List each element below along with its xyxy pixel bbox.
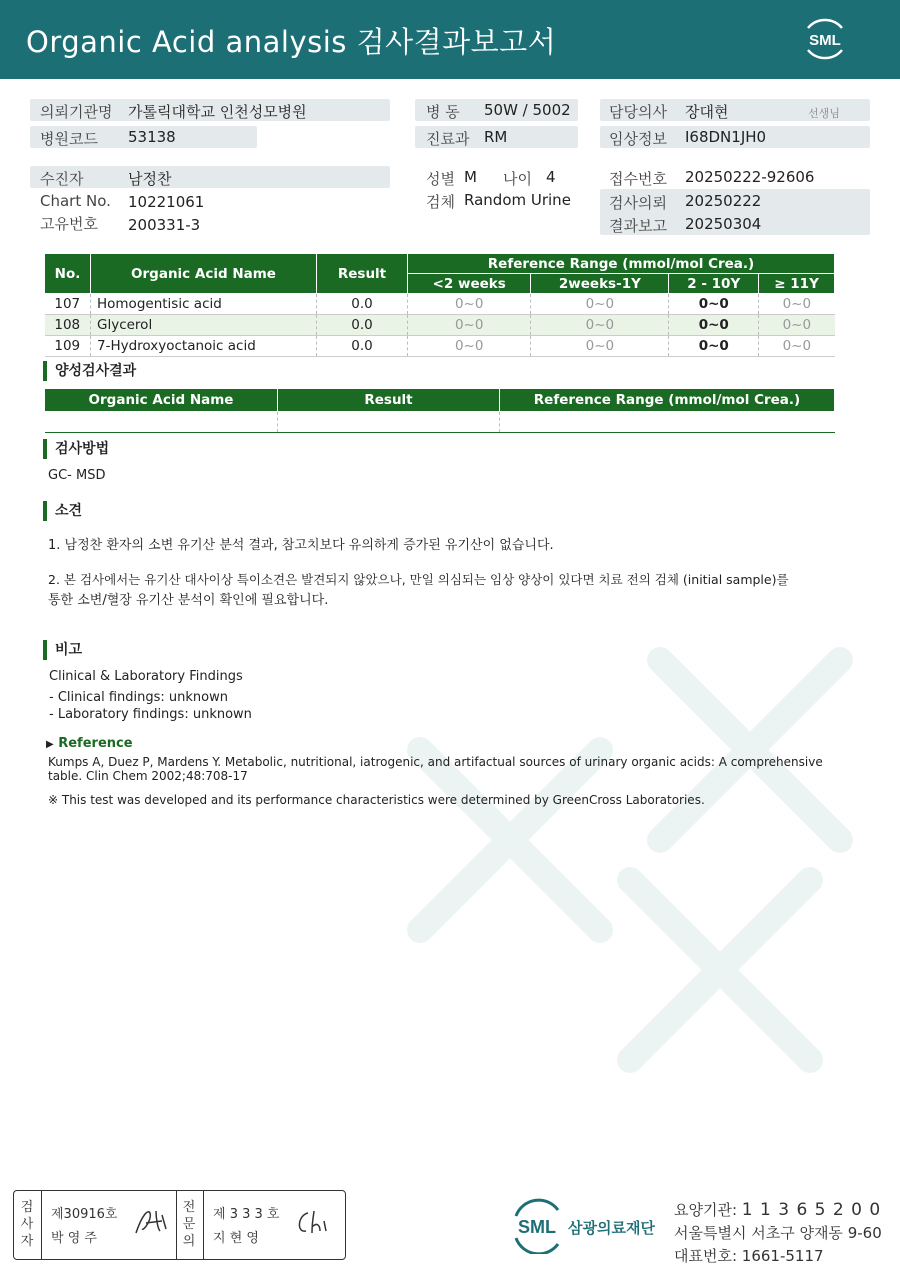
row-ref: 0~0 [408, 336, 531, 357]
method-section-title: 검사방법 [43, 439, 109, 459]
examiner-name: 박 영 주 [51, 1231, 97, 1246]
opinion-line-1: 1. 남정찬 환자의 소변 유기산 분석 결과, 참고치보다 유의하게 증가된 유기산이 없습니다. [48, 538, 554, 553]
sml-footer-logo-icon [510, 1198, 660, 1254]
specialist-signature-icon [292, 1207, 336, 1239]
table-row [45, 315, 835, 336]
remarks-line-2: - Clinical findings: unknown [49, 690, 228, 705]
dept-value: RM [484, 128, 508, 146]
specialist-name: 지 현 영 [213, 1231, 259, 1246]
doctor-value: 장대현 [685, 103, 729, 121]
report-label: 결과보고 [609, 217, 667, 235]
row-name: 7-Hydroxyoctanoic acid [91, 336, 317, 357]
pos-col-name: Organic Acid Name [45, 389, 278, 412]
empty-cell [500, 412, 835, 433]
dept-label: 진료과 [426, 130, 470, 148]
table-row [45, 412, 835, 433]
ref-col-3: 2 - 10Y [669, 274, 759, 294]
request-value: 20250222 [685, 192, 762, 210]
row-ref-highlight: 0~0 [669, 294, 759, 315]
doctor-label: 담당의사 [609, 103, 667, 121]
results-table [44, 253, 835, 357]
specialist-no: 제 3 3 3 호 [213, 1207, 280, 1222]
row-no: 109 [45, 336, 91, 357]
institution-value: 가톨릭대학교 인천성모병원 [128, 103, 307, 121]
row-no: 108 [45, 315, 91, 336]
table-row [45, 294, 835, 315]
address: 서울특별시 서초구 양재동 9-60 [674, 1224, 882, 1242]
footer-logo-text: SML [518, 1217, 556, 1237]
empty-cell [45, 412, 278, 433]
clinical-value: I68DN1JH0 [685, 128, 767, 146]
col-no: No. [45, 254, 91, 294]
logo-text: SML [809, 32, 841, 49]
report-header [0, 0, 900, 79]
pos-col-ref: Reference Range (mmol/mol Crea.) [500, 389, 835, 412]
row-ref: 0~0 [759, 315, 835, 336]
positive-table [44, 388, 835, 433]
ref-col-1: <2 weeks [408, 274, 531, 294]
doctor-suffix: 선생님 [808, 107, 840, 120]
examinee-value: 남정찬 [128, 170, 172, 188]
row-name: Homogentisic acid [91, 294, 317, 315]
row-ref: 0~0 [531, 294, 669, 315]
opinion-section-title: 소견 [43, 501, 82, 521]
row-ref: 0~0 [782, 296, 812, 312]
phone-value: 1661-5117 [741, 1247, 824, 1265]
remarks-line-3: - Laboratory findings: unknown [49, 707, 252, 722]
age-value: 4 [546, 168, 556, 186]
pos-col-result: Result [278, 389, 500, 412]
reference-line-1: Kumps A, Duez P, Mardens Y. Metabolic, nutritional, iatrogenic, and artifactual sources of urinary organic acids: A comprehensive [48, 755, 823, 769]
remarks-line-1: Clinical & Laboratory Findings [49, 669, 243, 684]
table-row [45, 336, 835, 357]
col-result: Result [317, 254, 408, 294]
row-ref: 0~0 [782, 338, 812, 354]
col-name: Organic Acid Name [91, 254, 317, 294]
empty-cell [278, 412, 500, 433]
clinical-label: 임상정보 [609, 130, 667, 148]
method-text: GC- MSD [48, 468, 106, 483]
age-label: 나이 [503, 170, 532, 188]
care-info [674, 1199, 881, 1220]
specimen-label: 검체 [426, 193, 455, 211]
sex-label: 성별 [426, 170, 455, 188]
row-ref: 0~0 [408, 294, 531, 315]
row-ref: 0~0 [531, 315, 669, 336]
report-title: Organic Acid analysis 검사결과보고서 [26, 25, 557, 59]
row-ref-highlight: 0~0 [669, 315, 759, 336]
sml-logo-icon [800, 14, 850, 64]
institution-label: 의뢰기관명 [40, 103, 113, 121]
col-ref: Reference Range (mmol/mol Crea.) [408, 254, 835, 274]
footer-logo [510, 1198, 660, 1258]
row-name: Glycerol [91, 315, 317, 336]
reference-note: ※ This test was developed and its performance characteristics were determined by GreenCross Laboratories. [48, 793, 705, 807]
examinee-bar [30, 166, 390, 188]
reference-title [46, 736, 133, 751]
row-result: 0.0 [317, 336, 408, 357]
remarks-section-title: 비고 [43, 640, 82, 660]
ward-label: 병 동 [426, 103, 460, 121]
row-result: 0.0 [317, 315, 408, 336]
chart-label: Chart No. [40, 192, 111, 210]
reference-line-2: table. Clin Chem 2002;48:708-17 [48, 769, 248, 783]
reception-value: 20250222-92606 [685, 168, 815, 186]
uid-value: 200331-3 [128, 216, 201, 234]
report-value: 20250304 [685, 215, 762, 233]
reference-label: Reference [58, 736, 133, 751]
sex-value: M [464, 168, 477, 186]
triangle-right-icon: ▶ [46, 739, 54, 750]
row-ref-highlight: 0~0 [669, 336, 759, 357]
examiner-signature-icon [132, 1205, 172, 1239]
reception-label: 접수번호 [609, 170, 667, 188]
chart-value: 10221061 [128, 193, 205, 211]
examiner-no: 제30916호 [51, 1207, 118, 1222]
uid-label: 고유번호 [40, 215, 98, 233]
care-no: 1 1 3 6 5 2 0 0 [741, 1200, 882, 1220]
row-result: 0.0 [317, 294, 408, 315]
signature-box [13, 1190, 346, 1260]
phone-label: 대표번호: [674, 1247, 738, 1265]
positive-section-title: 양성검사결과 [43, 361, 136, 381]
hospital-code-label: 병원코드 [40, 130, 98, 148]
ref-col-4: ≥ 11Y [759, 274, 835, 294]
row-ref: 0~0 [408, 315, 531, 336]
ref-col-2: 2weeks-1Y [531, 274, 669, 294]
row-no: 107 [45, 294, 91, 315]
examinee-label: 수진자 [40, 170, 84, 188]
examiner-label: 검사자 [20, 1200, 34, 1249]
care-label: 요양기관: [674, 1201, 738, 1219]
opinion-line-2b: 통한 소변/혈장 유기산 분석이 확인에 필요합니다. [48, 593, 329, 608]
specialist-label: 전문의 [182, 1200, 196, 1249]
ward-value: 50W / 5002 [484, 101, 571, 119]
request-label: 검사의뢰 [609, 194, 667, 212]
opinion-line-2a: 2. 본 검사에서는 유기산 대사이상 특이소견은 발견되지 않았으나, 만일 의심되는 임상 양상이 있다면 치료 전의 검체 (initial sample)를 [48, 572, 789, 587]
watermark-cross-icon [360, 600, 880, 1080]
specimen-value: Random Urine [464, 191, 571, 209]
hospital-code-value: 53138 [128, 128, 176, 146]
org-name: 삼광의료재단 [568, 1219, 655, 1237]
row-ref: 0~0 [531, 336, 669, 357]
phone-info [674, 1245, 824, 1266]
